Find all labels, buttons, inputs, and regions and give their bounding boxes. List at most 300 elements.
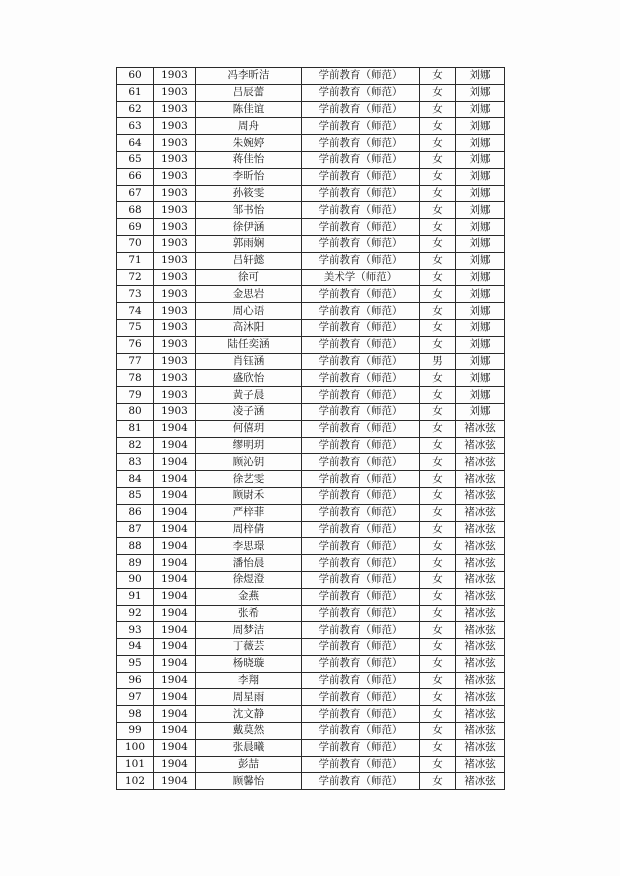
table-row: [117, 387, 505, 404]
row-number-cell: 76: [117, 336, 154, 353]
gender-cell: 女: [420, 639, 456, 656]
major-cell: 学前教育（师范）: [302, 538, 420, 555]
row-number-cell: 100: [117, 739, 154, 756]
row-number-cell: 68: [117, 202, 154, 219]
row-number-cell: 69: [117, 219, 154, 236]
class-code-cell: 1904: [154, 622, 196, 639]
table-row: [117, 336, 505, 353]
major-cell: 学前教育（师范）: [302, 521, 420, 538]
student-name-cell: 严梓菲: [196, 504, 302, 521]
student-name-cell: 金燕: [196, 588, 302, 605]
row-number-cell: 66: [117, 168, 154, 185]
gender-cell: 女: [420, 471, 456, 488]
table-row: [117, 269, 505, 286]
student-name-cell: 丁薇芸: [196, 639, 302, 656]
student-name-cell: 张晨曦: [196, 739, 302, 756]
major-cell: 学前教育（师范）: [302, 319, 420, 336]
row-number-cell: 72: [117, 269, 154, 286]
advisor-name-cell: 刘娜: [456, 151, 505, 168]
row-number-cell: 67: [117, 185, 154, 202]
class-code-cell: 1904: [154, 487, 196, 504]
row-number-cell: 96: [117, 672, 154, 689]
gender-cell: 女: [420, 706, 456, 723]
major-cell: 学前教育（师范）: [302, 252, 420, 269]
advisor-name-cell: 刘娜: [456, 387, 505, 404]
advisor-name-cell: 刘娜: [456, 235, 505, 252]
advisor-name-cell: 褚冰弦: [456, 504, 505, 521]
class-code-cell: 1903: [154, 84, 196, 101]
advisor-name-cell: 刘娜: [456, 303, 505, 320]
class-code-cell: 1904: [154, 723, 196, 740]
class-code-cell: 1904: [154, 756, 196, 773]
class-code-cell: 1904: [154, 454, 196, 471]
row-number-cell: 94: [117, 639, 154, 656]
row-number-cell: 89: [117, 555, 154, 572]
gender-cell: 女: [420, 370, 456, 387]
student-name-cell: 肖钰涵: [196, 353, 302, 370]
student-name-cell: 何僖玥: [196, 420, 302, 437]
table-row: [117, 588, 505, 605]
class-code-cell: 1904: [154, 538, 196, 555]
major-cell: 学前教育（师范）: [302, 672, 420, 689]
table-row: [117, 689, 505, 706]
advisor-name-cell: 褚冰弦: [456, 723, 505, 740]
table-row: [117, 185, 505, 202]
table-row: [117, 723, 505, 740]
class-code-cell: 1903: [154, 168, 196, 185]
major-cell: 学前教育（师范）: [302, 84, 420, 101]
advisor-name-cell: 刘娜: [456, 403, 505, 420]
gender-cell: 女: [420, 68, 456, 85]
student-name-cell: 张希: [196, 605, 302, 622]
advisor-name-cell: 刘娜: [456, 118, 505, 135]
table-row: [117, 118, 505, 135]
student-name-cell: 徐艺雯: [196, 471, 302, 488]
class-code-cell: 1903: [154, 303, 196, 320]
major-cell: 学前教育（师范）: [302, 622, 420, 639]
table-row: [117, 353, 505, 370]
student-name-cell: 周星雨: [196, 689, 302, 706]
table-row: [117, 706, 505, 723]
row-number-cell: 75: [117, 319, 154, 336]
class-code-cell: 1904: [154, 655, 196, 672]
gender-cell: 女: [420, 487, 456, 504]
advisor-name-cell: 褚冰弦: [456, 437, 505, 454]
advisor-name-cell: 褚冰弦: [456, 689, 505, 706]
table-row: [117, 639, 505, 656]
major-cell: 学前教育（师范）: [302, 336, 420, 353]
row-number-cell: 77: [117, 353, 154, 370]
gender-cell: 女: [420, 672, 456, 689]
class-code-cell: 1904: [154, 739, 196, 756]
gender-cell: 女: [420, 521, 456, 538]
major-cell: 美术学（师范）: [302, 269, 420, 286]
class-code-cell: 1903: [154, 118, 196, 135]
row-number-cell: 70: [117, 235, 154, 252]
class-code-cell: 1904: [154, 504, 196, 521]
major-cell: 学前教育（师范）: [302, 639, 420, 656]
major-cell: 学前教育（师范）: [302, 135, 420, 152]
gender-cell: 女: [420, 269, 456, 286]
gender-cell: 女: [420, 420, 456, 437]
table-row: [117, 487, 505, 504]
advisor-name-cell: 刘娜: [456, 185, 505, 202]
table-row: [117, 420, 505, 437]
major-cell: 学前教育（师范）: [302, 151, 420, 168]
major-cell: 学前教育（师范）: [302, 454, 420, 471]
roster-body: [117, 68, 505, 790]
student-name-cell: 顾尉禾: [196, 487, 302, 504]
gender-cell: 女: [420, 504, 456, 521]
major-cell: 学前教育（师范）: [302, 655, 420, 672]
advisor-name-cell: 褚冰弦: [456, 521, 505, 538]
class-code-cell: 1904: [154, 639, 196, 656]
class-code-cell: 1903: [154, 403, 196, 420]
table-row: [117, 622, 505, 639]
gender-cell: 女: [420, 403, 456, 420]
table-row: [117, 303, 505, 320]
table-row: [117, 571, 505, 588]
student-name-cell: 李思璟: [196, 538, 302, 555]
student-name-cell: 邹书怡: [196, 202, 302, 219]
table-row: [117, 202, 505, 219]
student-name-cell: 陈佳谊: [196, 101, 302, 118]
student-name-cell: 凌子涵: [196, 403, 302, 420]
row-number-cell: 98: [117, 706, 154, 723]
major-cell: 学前教育（师范）: [302, 101, 420, 118]
class-code-cell: 1903: [154, 68, 196, 85]
advisor-name-cell: 刘娜: [456, 101, 505, 118]
student-name-cell: 高沐阳: [196, 319, 302, 336]
gender-cell: 女: [420, 739, 456, 756]
student-name-cell: 吕辰蕾: [196, 84, 302, 101]
gender-cell: 女: [420, 538, 456, 555]
student-name-cell: 蒋佳怡: [196, 151, 302, 168]
row-number-cell: 65: [117, 151, 154, 168]
class-code-cell: 1903: [154, 185, 196, 202]
student-name-cell: 朱婉婷: [196, 135, 302, 152]
gender-cell: 女: [420, 605, 456, 622]
row-number-cell: 73: [117, 286, 154, 303]
major-cell: 学前教育（师范）: [302, 689, 420, 706]
class-code-cell: 1903: [154, 336, 196, 353]
row-number-cell: 83: [117, 454, 154, 471]
student-name-cell: 盛欣怡: [196, 370, 302, 387]
row-number-cell: 74: [117, 303, 154, 320]
table-row: [117, 437, 505, 454]
advisor-name-cell: 褚冰弦: [456, 773, 505, 790]
table-row: [117, 403, 505, 420]
advisor-name-cell: 刘娜: [456, 336, 505, 353]
class-code-cell: 1903: [154, 202, 196, 219]
row-number-cell: 92: [117, 605, 154, 622]
major-cell: 学前教育（师范）: [302, 773, 420, 790]
advisor-name-cell: 褚冰弦: [456, 639, 505, 656]
row-number-cell: 93: [117, 622, 154, 639]
advisor-name-cell: 褚冰弦: [456, 706, 505, 723]
advisor-name-cell: 褚冰弦: [456, 756, 505, 773]
advisor-name-cell: 刘娜: [456, 135, 505, 152]
major-cell: 学前教育（师范）: [302, 605, 420, 622]
advisor-name-cell: 刘娜: [456, 286, 505, 303]
major-cell: 学前教育（师范）: [302, 387, 420, 404]
gender-cell: 男: [420, 353, 456, 370]
major-cell: 学前教育（师范）: [302, 370, 420, 387]
gender-cell: 女: [420, 454, 456, 471]
student-name-cell: 徐可: [196, 269, 302, 286]
table-row: [117, 555, 505, 572]
student-name-cell: 缪明玥: [196, 437, 302, 454]
gender-cell: 女: [420, 168, 456, 185]
class-code-cell: 1903: [154, 353, 196, 370]
class-code-cell: 1904: [154, 437, 196, 454]
class-code-cell: 1903: [154, 235, 196, 252]
class-code-cell: 1904: [154, 672, 196, 689]
row-number-cell: 81: [117, 420, 154, 437]
gender-cell: 女: [420, 286, 456, 303]
student-name-cell: 陆任奕涵: [196, 336, 302, 353]
student-name-cell: 李昕怡: [196, 168, 302, 185]
class-code-cell: 1903: [154, 219, 196, 236]
student-name-cell: 顾沁钥: [196, 454, 302, 471]
advisor-name-cell: 褚冰弦: [456, 739, 505, 756]
table-row: [117, 135, 505, 152]
table-row: [117, 655, 505, 672]
major-cell: 学前教育（师范）: [302, 504, 420, 521]
class-code-cell: 1903: [154, 286, 196, 303]
student-name-cell: 黄子晨: [196, 387, 302, 404]
row-number-cell: 64: [117, 135, 154, 152]
gender-cell: 女: [420, 319, 456, 336]
advisor-name-cell: 褚冰弦: [456, 571, 505, 588]
class-code-cell: 1904: [154, 706, 196, 723]
advisor-name-cell: 褚冰弦: [456, 622, 505, 639]
advisor-name-cell: 刘娜: [456, 202, 505, 219]
row-number-cell: 99: [117, 723, 154, 740]
major-cell: 学前教育（师范）: [302, 471, 420, 488]
major-cell: 学前教育（师范）: [302, 487, 420, 504]
advisor-name-cell: 刘娜: [456, 353, 505, 370]
major-cell: 学前教育（师范）: [302, 723, 420, 740]
major-cell: 学前教育（师范）: [302, 68, 420, 85]
row-number-cell: 84: [117, 471, 154, 488]
student-name-cell: 孙筱雯: [196, 185, 302, 202]
class-code-cell: 1904: [154, 689, 196, 706]
class-code-cell: 1903: [154, 135, 196, 152]
row-number-cell: 63: [117, 118, 154, 135]
advisor-name-cell: 刘娜: [456, 68, 505, 85]
student-name-cell: 郭雨娴: [196, 235, 302, 252]
class-code-cell: 1903: [154, 101, 196, 118]
major-cell: 学前教育（师范）: [302, 353, 420, 370]
student-name-cell: 周心语: [196, 303, 302, 320]
gender-cell: 女: [420, 655, 456, 672]
row-number-cell: 85: [117, 487, 154, 504]
table-row: [117, 84, 505, 101]
row-number-cell: 91: [117, 588, 154, 605]
advisor-name-cell: 褚冰弦: [456, 555, 505, 572]
table-row: [117, 739, 505, 756]
table-row: [117, 151, 505, 168]
student-name-cell: 冯李昕洁: [196, 68, 302, 85]
major-cell: 学前教育（师范）: [302, 303, 420, 320]
student-name-cell: 徐煜澄: [196, 571, 302, 588]
student-name-cell: 周梓倩: [196, 521, 302, 538]
row-number-cell: 78: [117, 370, 154, 387]
major-cell: 学前教育（师范）: [302, 168, 420, 185]
advisor-name-cell: 刘娜: [456, 84, 505, 101]
class-code-cell: 1903: [154, 370, 196, 387]
student-name-cell: 李翔: [196, 672, 302, 689]
advisor-name-cell: 褚冰弦: [456, 487, 505, 504]
table-row: [117, 538, 505, 555]
class-code-cell: 1903: [154, 269, 196, 286]
advisor-name-cell: 褚冰弦: [456, 588, 505, 605]
gender-cell: 女: [420, 202, 456, 219]
table-row: [117, 68, 505, 85]
row-number-cell: 82: [117, 437, 154, 454]
table-row: [117, 252, 505, 269]
gender-cell: 女: [420, 387, 456, 404]
advisor-name-cell: 褚冰弦: [456, 672, 505, 689]
class-code-cell: 1903: [154, 252, 196, 269]
student-name-cell: 周梦洁: [196, 622, 302, 639]
advisor-name-cell: 刘娜: [456, 319, 505, 336]
advisor-name-cell: 褚冰弦: [456, 655, 505, 672]
major-cell: 学前教育（师范）: [302, 588, 420, 605]
gender-cell: 女: [420, 588, 456, 605]
table-row: [117, 101, 505, 118]
gender-cell: 女: [420, 219, 456, 236]
class-code-cell: 1903: [154, 319, 196, 336]
row-number-cell: 101: [117, 756, 154, 773]
table-row: [117, 605, 505, 622]
row-number-cell: 79: [117, 387, 154, 404]
gender-cell: 女: [420, 622, 456, 639]
gender-cell: 女: [420, 84, 456, 101]
major-cell: 学前教育（师范）: [302, 219, 420, 236]
row-number-cell: 80: [117, 403, 154, 420]
table-row: [117, 672, 505, 689]
table-row: [117, 773, 505, 790]
row-number-cell: 62: [117, 101, 154, 118]
class-code-cell: 1904: [154, 555, 196, 572]
gender-cell: 女: [420, 689, 456, 706]
major-cell: 学前教育（师范）: [302, 555, 420, 572]
advisor-name-cell: 刘娜: [456, 168, 505, 185]
table-row: [117, 521, 505, 538]
advisor-name-cell: 褚冰弦: [456, 471, 505, 488]
row-number-cell: 87: [117, 521, 154, 538]
major-cell: 学前教育（师范）: [302, 235, 420, 252]
student-name-cell: 潘怡晨: [196, 555, 302, 572]
student-name-cell: 彭喆: [196, 756, 302, 773]
gender-cell: 女: [420, 756, 456, 773]
major-cell: 学前教育（师范）: [302, 437, 420, 454]
class-code-cell: 1903: [154, 151, 196, 168]
gender-cell: 女: [420, 555, 456, 572]
row-number-cell: 102: [117, 773, 154, 790]
advisor-name-cell: 刘娜: [456, 219, 505, 236]
row-number-cell: 86: [117, 504, 154, 521]
class-code-cell: 1904: [154, 420, 196, 437]
student-name-cell: 杨晓璇: [196, 655, 302, 672]
student-roster-table: [116, 67, 505, 790]
student-name-cell: 吕轩懿: [196, 252, 302, 269]
advisor-name-cell: 刘娜: [456, 252, 505, 269]
row-number-cell: 88: [117, 538, 154, 555]
advisor-name-cell: 褚冰弦: [456, 454, 505, 471]
student-name-cell: 沈文静: [196, 706, 302, 723]
gender-cell: 女: [420, 101, 456, 118]
table-row: [117, 504, 505, 521]
gender-cell: 女: [420, 185, 456, 202]
row-number-cell: 97: [117, 689, 154, 706]
major-cell: 学前教育（师范）: [302, 571, 420, 588]
major-cell: 学前教育（师范）: [302, 202, 420, 219]
major-cell: 学前教育（师范）: [302, 706, 420, 723]
table-row: [117, 454, 505, 471]
class-code-cell: 1904: [154, 521, 196, 538]
student-name-cell: 金思岩: [196, 286, 302, 303]
class-code-cell: 1903: [154, 387, 196, 404]
gender-cell: 女: [420, 118, 456, 135]
class-code-cell: 1904: [154, 588, 196, 605]
advisor-name-cell: 褚冰弦: [456, 538, 505, 555]
table-row: [117, 168, 505, 185]
student-name-cell: 周舟: [196, 118, 302, 135]
class-code-cell: 1904: [154, 605, 196, 622]
advisor-name-cell: 刘娜: [456, 370, 505, 387]
row-number-cell: 90: [117, 571, 154, 588]
gender-cell: 女: [420, 303, 456, 320]
gender-cell: 女: [420, 336, 456, 353]
table-row: [117, 756, 505, 773]
advisor-name-cell: 褚冰弦: [456, 420, 505, 437]
class-code-cell: 1904: [154, 773, 196, 790]
advisor-name-cell: 褚冰弦: [456, 605, 505, 622]
table-row: [117, 319, 505, 336]
gender-cell: 女: [420, 723, 456, 740]
major-cell: 学前教育（师范）: [302, 739, 420, 756]
student-name-cell: 徐伊涵: [196, 219, 302, 236]
advisor-name-cell: 刘娜: [456, 269, 505, 286]
major-cell: 学前教育（师范）: [302, 118, 420, 135]
class-code-cell: 1904: [154, 471, 196, 488]
class-code-cell: 1904: [154, 571, 196, 588]
gender-cell: 女: [420, 135, 456, 152]
row-number-cell: 60: [117, 68, 154, 85]
table-row: [117, 286, 505, 303]
major-cell: 学前教育（师范）: [302, 403, 420, 420]
row-number-cell: 71: [117, 252, 154, 269]
table-row: [117, 471, 505, 488]
major-cell: 学前教育（师范）: [302, 420, 420, 437]
gender-cell: 女: [420, 571, 456, 588]
major-cell: 学前教育（师范）: [302, 185, 420, 202]
row-number-cell: 95: [117, 655, 154, 672]
gender-cell: 女: [420, 151, 456, 168]
gender-cell: 女: [420, 252, 456, 269]
major-cell: 学前教育（师范）: [302, 756, 420, 773]
gender-cell: 女: [420, 235, 456, 252]
student-name-cell: 戴莫然: [196, 723, 302, 740]
gender-cell: 女: [420, 437, 456, 454]
row-number-cell: 61: [117, 84, 154, 101]
major-cell: 学前教育（师范）: [302, 286, 420, 303]
gender-cell: 女: [420, 773, 456, 790]
student-name-cell: 顾馨怡: [196, 773, 302, 790]
